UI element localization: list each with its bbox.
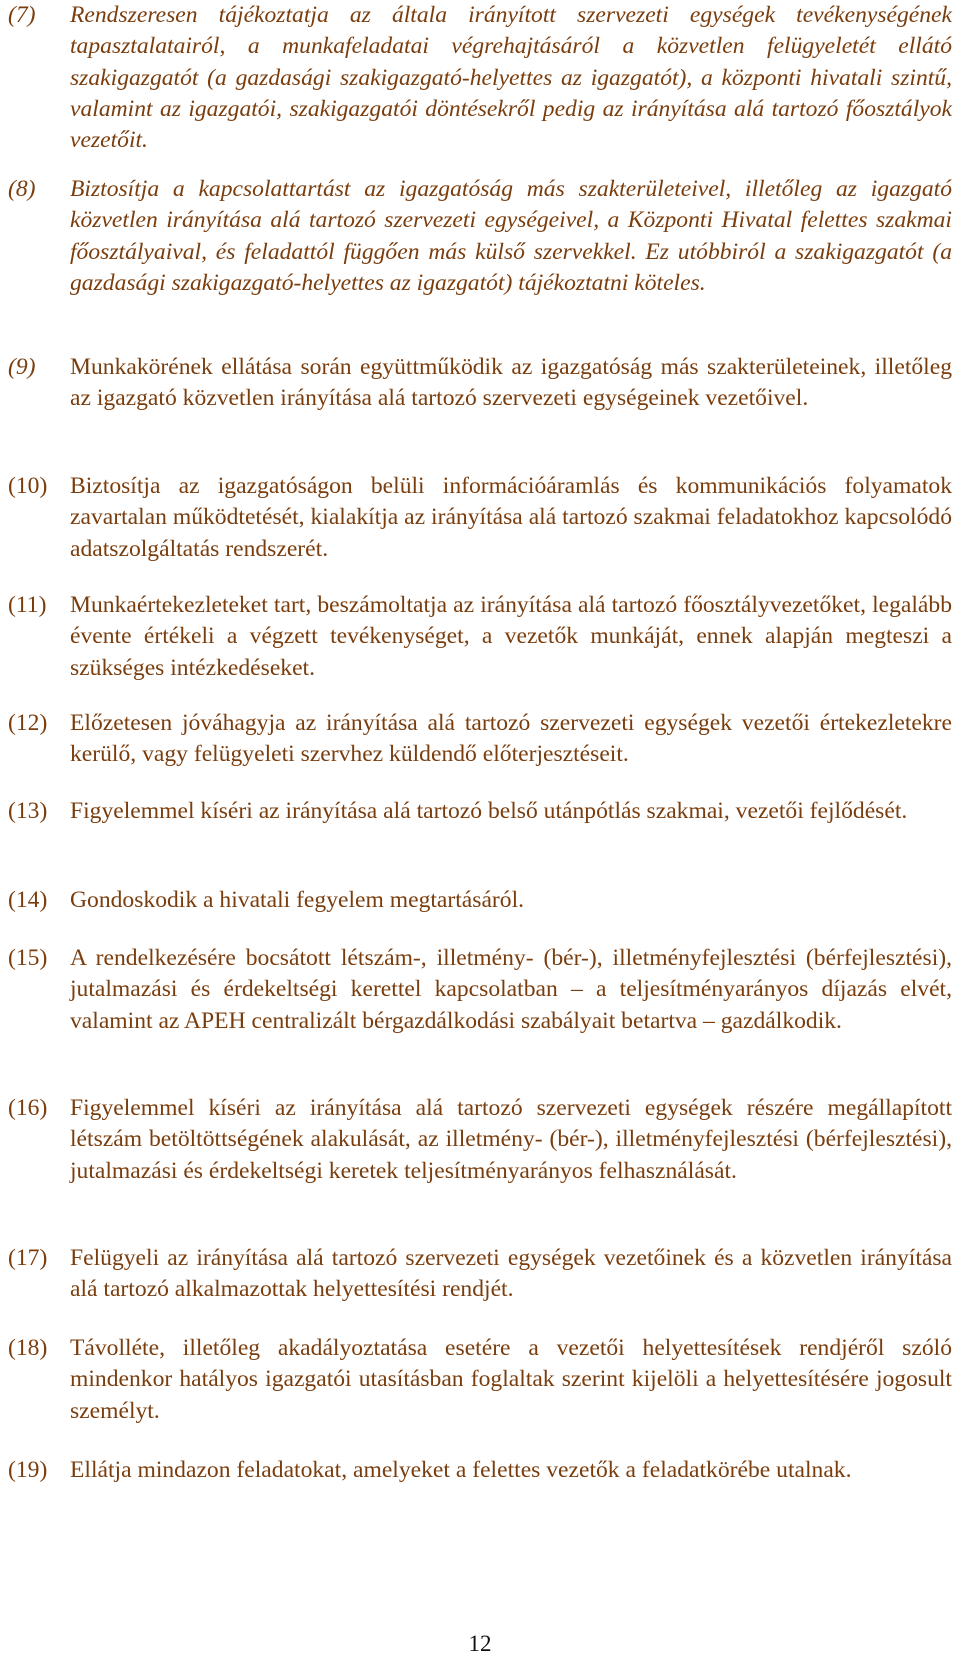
paragraph-text: Biztosítja az igazgatóságon belüli információáramlás és kommunikációs folyamatok zavartalan működtetését, kialakítja az irányítása alá tartozó szakmai feladatokhoz kapcsolódó adatszolgáltatás rendszerét. (70, 473, 952, 562)
paragraph-text: Rendszeresen tájékoztatja az általa irányított szervezeti egységek tevékenységének tapasztalatairól, a munkafeladatai végrehajtásáról a közvetlen felügyeletét ellátó szakigazgatót (a gazdasági szakigazgató-helyettes az igazgatót), a központi hivatali szintű, valamint az igazgatói, szakigazgatói döntésekről pedig az irányítása alá tartozó főosztályok vezetőit. (70, 2, 952, 154)
paragraph-13 (8, 796, 952, 827)
paragraph-number: (17) (8, 1245, 48, 1271)
paragraph-number: (9) (8, 354, 36, 380)
paragraph-16 (8, 1093, 952, 1187)
paragraph-text: Figyelemmel kíséri az irányítása alá tartozó belső utánpótlás szakmai, vezetői fejlődését. (70, 798, 908, 824)
paragraph-number: (10) (8, 473, 48, 499)
paragraph-number: (13) (8, 798, 48, 824)
paragraph-text: Távolléte, illetőleg akadályoztatása esetére a vezetői helyettesítések rendjéről szóló mindenkor hatályos igazgatói utasításban foglaltak szerint kijelöli a helyettesítésére jogosult személyt. (70, 1335, 952, 1424)
paragraph-12 (8, 708, 952, 771)
paragraph-text: Munkaértekezleteket tart, beszámoltatja az irányítása alá tartozó főosztályvezetőket, legalább évente értékeli a végzett tevékenységet, a vezetők munkáját, ennek alapján megteszi a szükséges intézkedéseket. (70, 592, 952, 681)
paragraph-17 (8, 1243, 952, 1306)
paragraph-number: (19) (8, 1457, 48, 1483)
paragraph-text: Ellátja mindazon feladatokat, amelyeket a felettes vezetők a feladatkörébe utalnak. (70, 1457, 852, 1483)
paragraph-text: A rendelkezésére bocsátott létszám-, illetmény- (bér-), illetményfejlesztési (bérfejlesztési), jutalmazási és érdekeltségi kerettel kapcsolatban – a teljesítményarányos díjazás elvét, valamint az APEH centralizált bérgazdálkodási szabályait betartva – gazdálkodik. (70, 945, 952, 1034)
paragraph-text: Felügyeli az irányítása alá tartozó szervezeti egységek vezetőinek és a közvetlen irányítása alá tartozó alkalmazottak helyettesítési rendjét. (70, 1245, 952, 1303)
paragraph-8 (8, 174, 952, 299)
paragraph-number: (8) (8, 176, 36, 202)
paragraph-15 (8, 943, 952, 1037)
paragraph-text: Előzetesen jóváhagyja az irányítása alá tartozó szervezeti egységek vezetői értekezletekre kerülő, vagy felügyeleti szervhez küldendő előterjesztéseit. (70, 710, 952, 768)
paragraph-7 (8, 0, 952, 156)
paragraph-9 (8, 352, 952, 415)
paragraph-11 (8, 590, 952, 684)
paragraph-number: (12) (8, 710, 48, 736)
paragraph-18 (8, 1333, 952, 1427)
paragraph-number: (14) (8, 887, 48, 913)
paragraph-number: (16) (8, 1095, 48, 1121)
paragraph-text: Biztosítja a kapcsolattartást az igazgatóság más szakterületeivel, illetőleg az igazgató közvetlen irányítása alá tartozó szervezeti egységeivel, a Központi Hivatal felettes szakmai főosztályaival, és feladattól függően más külső szervekkel. Ez utóbbiról a szakigazgatót (a gazdasági szakigazgató-helyettes az igazgatót) tájékoztatni köteles. (70, 176, 952, 296)
paragraph-10 (8, 471, 952, 565)
paragraph-text: Munkakörének ellátása során együttműködik az igazgatóság más szakterületeinek, illetőleg az igazgató közvetlen irányítása alá tartozó szervezeti egységeinek vezetőivel. (70, 354, 952, 412)
paragraph-19 (8, 1455, 952, 1486)
page-number: 12 (468, 1631, 492, 1656)
paragraph-text: Gondoskodik a hivatali fegyelem megtartásáról. (70, 887, 525, 913)
paragraph-number: (18) (8, 1335, 48, 1361)
paragraph-text: Figyelemmel kíséri az irányítása alá tartozó szervezeti egységek részére megállapított létszám betöltöttségének alakulását, az illetmény- (bér-), illetményfejlesztési (bérfejlesztési), jutalmazási és érdekeltségi keretek teljesítményarányos felhasználását. (70, 1095, 952, 1184)
paragraph-number: (15) (8, 945, 48, 971)
paragraph-14 (8, 885, 952, 916)
paragraph-number: (7) (8, 2, 36, 28)
paragraph-number: (11) (8, 592, 47, 618)
